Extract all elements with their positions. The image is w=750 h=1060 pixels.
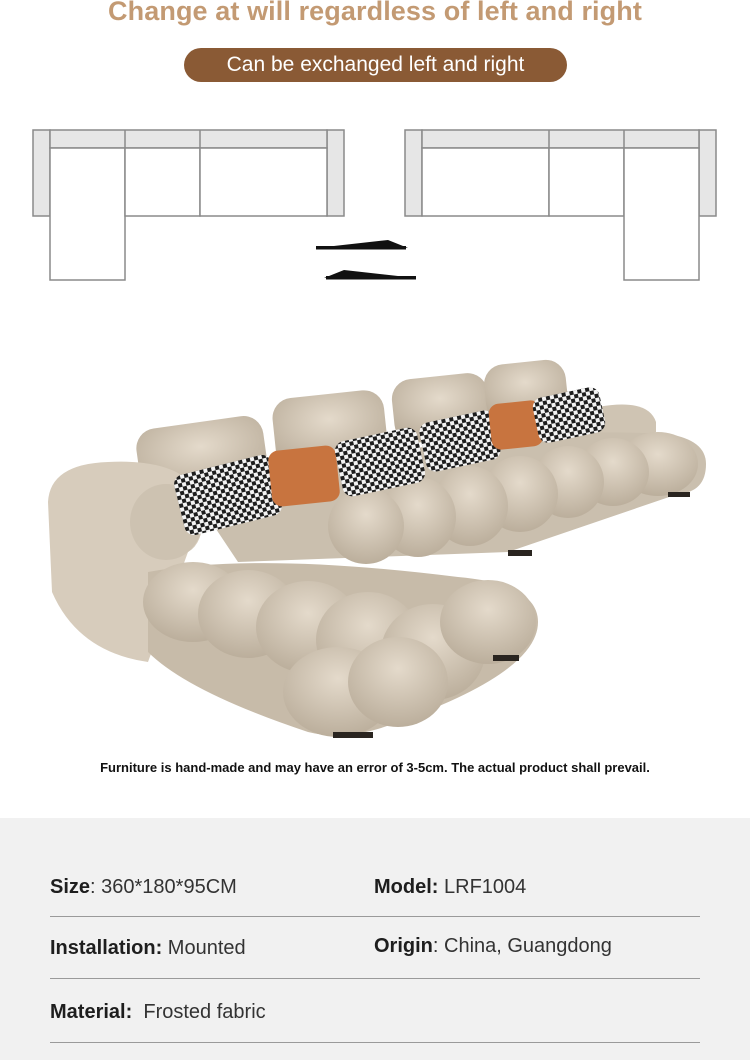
specifications-panel (0, 818, 750, 1060)
size-label: Size (50, 876, 91, 898)
headline: Change at will regardless of left and right (108, 0, 642, 26)
left-chaise-diagram (33, 130, 344, 280)
spec-installation (50, 937, 246, 960)
model-label: Model: (374, 876, 439, 898)
exchange-badge: Can be exchanged left and right (184, 48, 567, 82)
spec-model (374, 876, 526, 899)
spec-material (50, 1001, 266, 1024)
material-label: Material: (50, 1001, 133, 1023)
spec-origin (374, 935, 612, 958)
sofa-product-image (38, 352, 718, 747)
divider (50, 1042, 700, 1043)
divider (50, 916, 700, 917)
installation-value: Mounted (167, 937, 246, 959)
origin-label: Origin (374, 935, 433, 957)
size-value: : 360*180*95CM (90, 876, 237, 898)
installation-label: Installation: (50, 937, 163, 959)
model-value: LRF1004 (444, 876, 527, 898)
spec-size (50, 876, 237, 899)
divider (50, 978, 700, 979)
origin-value: : China, Guangdong (432, 935, 612, 957)
swap-arrows-icon (312, 236, 422, 286)
material-value: Frosted fabric (143, 1001, 266, 1023)
disclaimer-note: Furniture is hand-made and may have an error of 3-5cm. The actual product shall prevail. (100, 760, 650, 775)
right-chaise-diagram (405, 130, 716, 280)
